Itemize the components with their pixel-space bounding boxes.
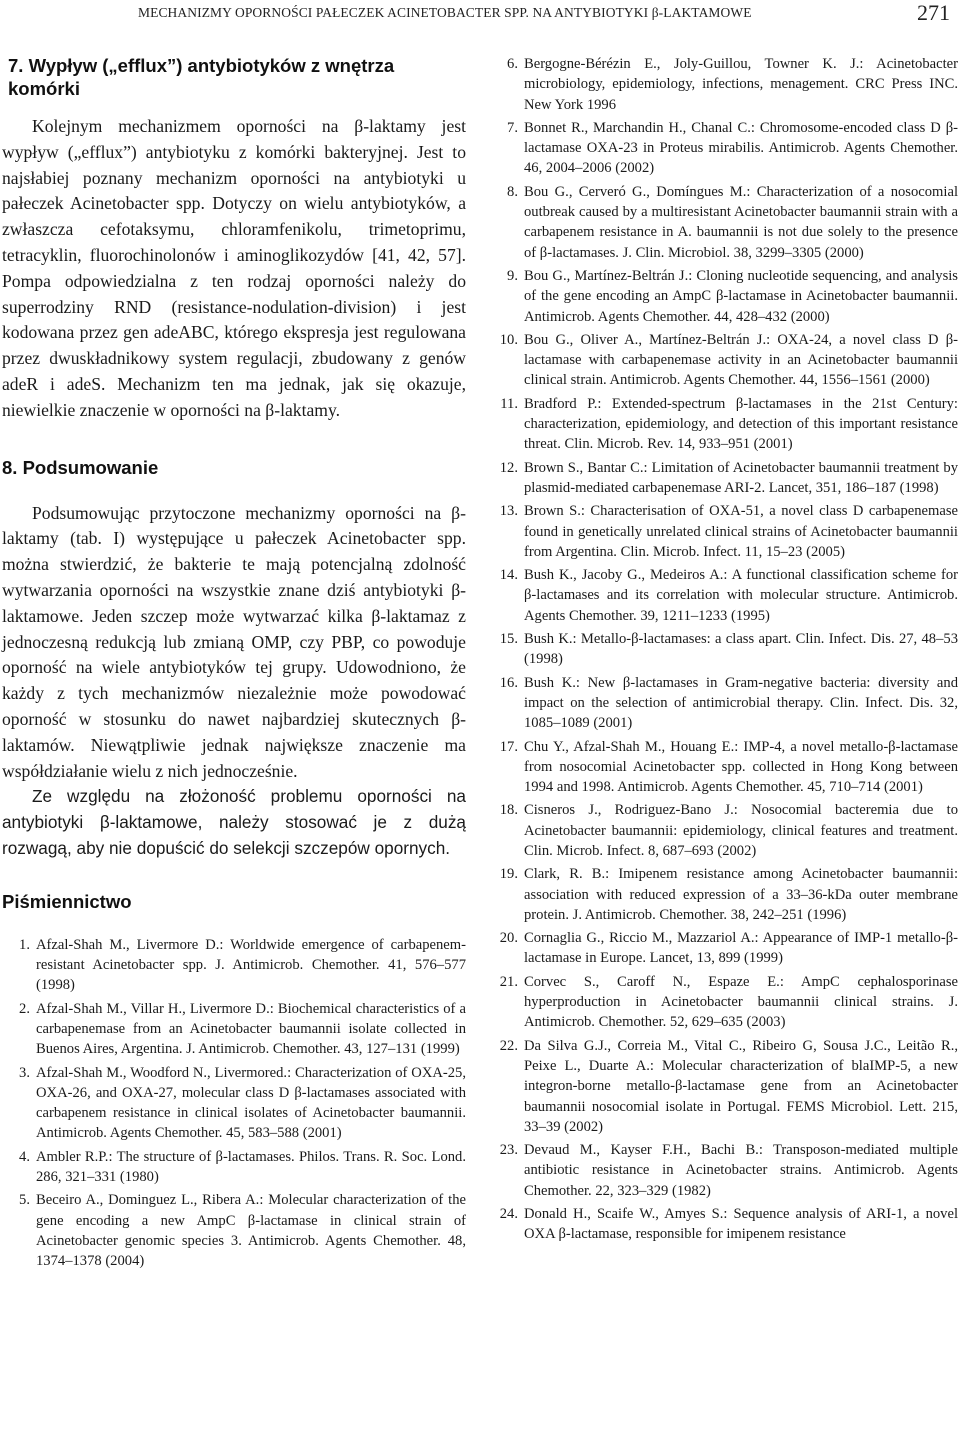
reference-item [2, 1063, 466, 1144]
reference-text: Brown S., Bantar C.: Limitation of Acinetobacter baumannii treatment by plasmid-mediated carbapenemase ARI-2. Lancet, 351, 186–187 (1998) [524, 459, 958, 496]
reference-number: 12. [499, 459, 518, 476]
reference-number: 4. [19, 1148, 30, 1165]
reference-number: 11. [500, 395, 518, 412]
reference-item [496, 118, 958, 179]
reference-text: Bou G., Oliver A., Martínez-Beltrán J.: OXA-24, a novel class D β-lactamase with carbapenemase activity in an Acinetobacter baumannii clinical strain. Antimicrob. Agents Chemother. 44, 1556–1561 (2000) [524, 331, 958, 389]
reference-text: Beceiro A., Dominguez L., Ribera A.: Molecular characterization of the gene encoding a new AmpC β-lactamase in clinical strain of Acinetobacter genomic species 3. Antimicrob. Agents Chemother. 48, 1374–1378 (2004) [36, 1192, 466, 1270]
reference-number: 17. [499, 738, 518, 755]
reference-number: 15. [499, 631, 518, 648]
reference-number: 14. [499, 567, 518, 584]
reference-text: Bush K., Jacoby G., Medeiros A.: A functional classification scheme for β-lactamases and its correlation with molecular structure. Antimicrob. Agents Chemother. 39, 1211–1233 (1995) [524, 567, 958, 624]
reference-item [496, 800, 958, 861]
reference-text: Donald H., Scaife W., Amyes S.: Sequence analysis of ARI-1, a novel OXA β-lactamase, responsible for imipenem resistance [524, 1206, 958, 1243]
reference-text: Da Silva G.J., Correia M., Vital C., Ribeiro G, Sousa J.C., Leitão R., Peixe L., Duarte A.: Molecular characterization of blaIMP-5, a new integron-borne metallo-β-lactamase gene from an Acinetobacter baumannii nosocomial isolate in Portugal. FEMS Microbiol. Lett. 215, 33–39 (2002) [524, 1037, 958, 1135]
reference-text: Cisneros J., Rodriguez-Bano J.: Nosocomial bacteremia due to Acinetobacter baumannii: epidemiology, clinical features and treatment. Clin. Microb. Infect. 8, 687–693 (2002) [524, 802, 958, 859]
reference-text: Bush K.: New β-lactamases in Gram-negative bacteria: diversity and impact on the selection of antimicrobial therapy. Clin. Infect. Dis. 32, 1085–1089 (2001) [524, 674, 958, 732]
reference-text: Bradford P.: Extended-spectrum β-lactamases in the 21st Century: characterization, epidemiology, and detection of this important resistance threat. Clin. Microb. Rev. 14, 933–951 (2001) [524, 395, 958, 453]
reference-text: Bonnet R., Marchandin H., Chanal C.: Chromosome-encoded class D β-lactamase OXA-23 in Proteus mirabilis. Antimicrob. Agents Chemother. 46, 2004–2006 (2002) [524, 119, 958, 177]
reference-number: 18. [499, 802, 518, 819]
section-8-paragraph-2: Ze względu na złożoność problemu oporności na antybiotyki β-laktamowe, należy stosować je z dużą rozwagą, aby nie dopuścić do selekcji szczepów opornych. [2, 786, 466, 858]
reference-number: 13. [499, 503, 518, 520]
reference-item [496, 54, 958, 115]
reference-text: Devaud M., Kayser F.H., Bachi B.: Transposon-mediated multiple antibiotic resistance in Acinetobacter strains. Antimicrob. Agents Chemother. 22, 323–329 (1982) [524, 1142, 958, 1199]
reference-text: Bergogne-Bérézin E., Joly-Guillou, Towner K. J.: Acinetobacter microbiology, epidemiology, infections, menagement. CRC Press INC. New York 1996 [524, 56, 958, 113]
reference-number: 6. [507, 56, 518, 72]
reference-number: 8. [507, 183, 518, 200]
reference-text: Ambler R.P.: The structure of β-lactamases. Philos. Trans. R. Soc. Lond. 286, 321–331 (1980) [36, 1148, 466, 1185]
reference-list-left [2, 935, 466, 1272]
reference-number: 21. [499, 973, 518, 990]
reference-number: 22. [499, 1037, 518, 1054]
reference-text: Cornaglia G., Riccio M., Mazzariol A.: Appearance of IMP-1 metallo-β-lactamase in Europe. Lancet, 13, 899 (1999) [524, 930, 958, 967]
reference-item [496, 182, 958, 263]
section-8-paragraph-1: Podsumowując przytoczone mechanizmy oporności na β-laktamy (tab. I) występujące u pałeczek Acinetobacter spp. można stwierdzić, że bakterie te mają potencjalną zdolność wytwarzania oporności na wszystkie znane dziś antybiotyki β-laktamowe. Jeden szczep może wytwarzać kilka β-laktamaz z jednoczesną redukcją lub zmianą OMP, czy PBP, co powoduje oporność na wiele antybiotyków tej grupy. Udowodniono, że każdy z tych mechanizmów niezależnie może powodować oporność w stosunku do nawet najbardziej skutecznych β-laktamów. Niewątpliwie jednak największe znaczenie ma współdziałanie wielu z nich jednocześnie. [2, 502, 466, 781]
running-header [0, 0, 960, 40]
reference-item [496, 629, 958, 670]
reference-text: Afzal-Shah M., Woodford N., Livermored.: Characterization of OXA-25, OXA-26, and OXA-27, molecular class D β-lactamases associated with carbapenem resistance in clinical isolates of Acinetobacter baumannii. Antimicrob. Agents Chemother. 45, 583–588 (2001) [36, 1064, 466, 1142]
reference-item [496, 1036, 958, 1137]
reference-item [496, 330, 958, 391]
reference-number: 23. [499, 1142, 518, 1159]
reference-item [2, 1147, 466, 1188]
references-heading: Piśmiennictwo [2, 890, 132, 912]
reference-item [496, 1140, 958, 1201]
page-number: 271 [917, 0, 950, 25]
reference-text: Brown S.: Characterisation of OXA-51, a novel class D carbapenemase found in genetically unrelated clinical strains of Acinetobacter baumannii from Argentina. Clin. Microb. Infect. 11, 15–23 (2005) [524, 503, 958, 560]
reference-number: 24. [499, 1206, 518, 1223]
reference-text: Afzal-Shah M., Villar H., Livermore D.: Biochemical characteristics of a carbapenemase from an Acinetobacter baumannii isolate collected in Buenos Aires, Argentina. J. Antimicrob. Chemother. 43, 127–131 (1999) [36, 1000, 466, 1058]
reference-item [496, 266, 958, 327]
reference-number: 3. [19, 1064, 30, 1081]
reference-item [2, 1190, 466, 1271]
reference-item [496, 928, 958, 969]
reference-item [496, 501, 958, 562]
left-column [2, 54, 466, 1274]
reference-list-right [496, 54, 958, 1245]
reference-number: 10. [499, 331, 518, 348]
reference-text: Bou G., Cerveró G., Domíngues M.: Characterization of a nosocomial outbreak caused by a multiresistant Acinetobacter baumannii strain with a carbapenem resistance in A. baumannii is not due solely to the presence of β-lactamases. J. Clin. Microbiol. 38, 3299–3305 (2000) [524, 183, 958, 261]
reference-text: Chu Y., Afzal-Shah M., Houang E.: IMP-4, a novel metallo-β-lactamase from nosocomial Acinetobacter spp. collected in Hong Kong between 1994 and 1998. Antimicrob. Agents Chemother. 45, 710–714 (2001) [524, 738, 958, 796]
reference-item [496, 737, 958, 798]
section-7-paragraph: Kolejnym mechanizmem oporności na β-laktamy jest wypływ („efflux”) antybiotyku z komórki bakteryjnej. Jest to najsłabiej poznany mechanizm oporności na antybiotyki u pałeczek Acinetobacter spp. Dotyczy on wielu antybiotyków, a zwłaszcza cefotaksymu, chloramfenikolu, trimetoprimu, tetracyklin, fluorochinolonów i aminoglikozydów [41, 42, 57]. Pompa odpowiedzialna z ten rodzaj oporności należy do superrodziny RND (resistance-nodulation-division) i jest kodowana przez gen adeABC, którego ekspresja jest regulowana przez dwuskładnikowy system regulacji, zbudowany z genów adeR i adeS. Mechanizm ten ma jednak, jak się okazuje, niewielkie znaczenie w oporności na β-laktamy. [2, 116, 466, 420]
reference-text: Bush K.: Metallo-β-lactamases: a class apart. Clin. Infect. Dis. 27, 48–53 (1998) [524, 631, 958, 668]
reference-item [2, 935, 466, 996]
reference-item [496, 565, 958, 626]
section-7-heading: 7. Wypływ („efflux”) antybiotyków z wnętrza komórki [8, 55, 395, 99]
reference-number: 1. [19, 936, 30, 953]
reference-item [496, 458, 958, 499]
reference-text: Bou G., Martínez-Beltrán J.: Cloning nucleotide sequencing, and analysis of the gene encoding an AmpC β-lactamase in Acinetobacter baumannii. Antimicrob. Agents Chemother. 44, 428–432 (2000) [524, 267, 958, 325]
right-column [496, 54, 958, 1248]
reference-number: 20. [499, 930, 518, 947]
reference-number: 16. [499, 674, 518, 691]
reference-number: 5. [19, 1192, 30, 1209]
reference-item [496, 1204, 958, 1245]
reference-item [496, 394, 958, 455]
reference-text: Corvec S., Caroff N., Espaze E.: AmpC cephalosporinase hyperproduction in Acinetobacter baumannii clinical strains. J. Antimicrob. Chemother. 52, 629–635 (2003) [524, 973, 958, 1031]
section-8-heading: 8. Podsumowanie [2, 456, 159, 478]
reference-number: 9. [507, 267, 518, 284]
reference-item [496, 673, 958, 734]
reference-item [496, 864, 958, 925]
reference-number: 7. [507, 119, 518, 136]
reference-number: 2. [19, 1000, 30, 1017]
reference-item [496, 972, 958, 1033]
reference-text: Afzal-Shah M., Livermore D.: Worldwide emergence of carbapenem-resistant Acinetobacter spp. J. Antimicrob. Chemother. 41, 576–577 (1998) [36, 936, 466, 994]
reference-text: Clark, R. B.: Imipenem resistance among Acinetobacter baumannii: association with reduced expression of a 33–36-kDa outer membrane protein. J. Antimicrob. Chemother. 38, 242–251 (1996) [524, 866, 958, 923]
reference-item [2, 999, 466, 1060]
running-title: MECHANIZMY OPORNOŚCI PAŁECZEK ACINETOBACTER SPP. NA ANTYBIOTYKI β-LAKTAMOWE [138, 5, 752, 20]
reference-number: 19. [499, 866, 518, 883]
